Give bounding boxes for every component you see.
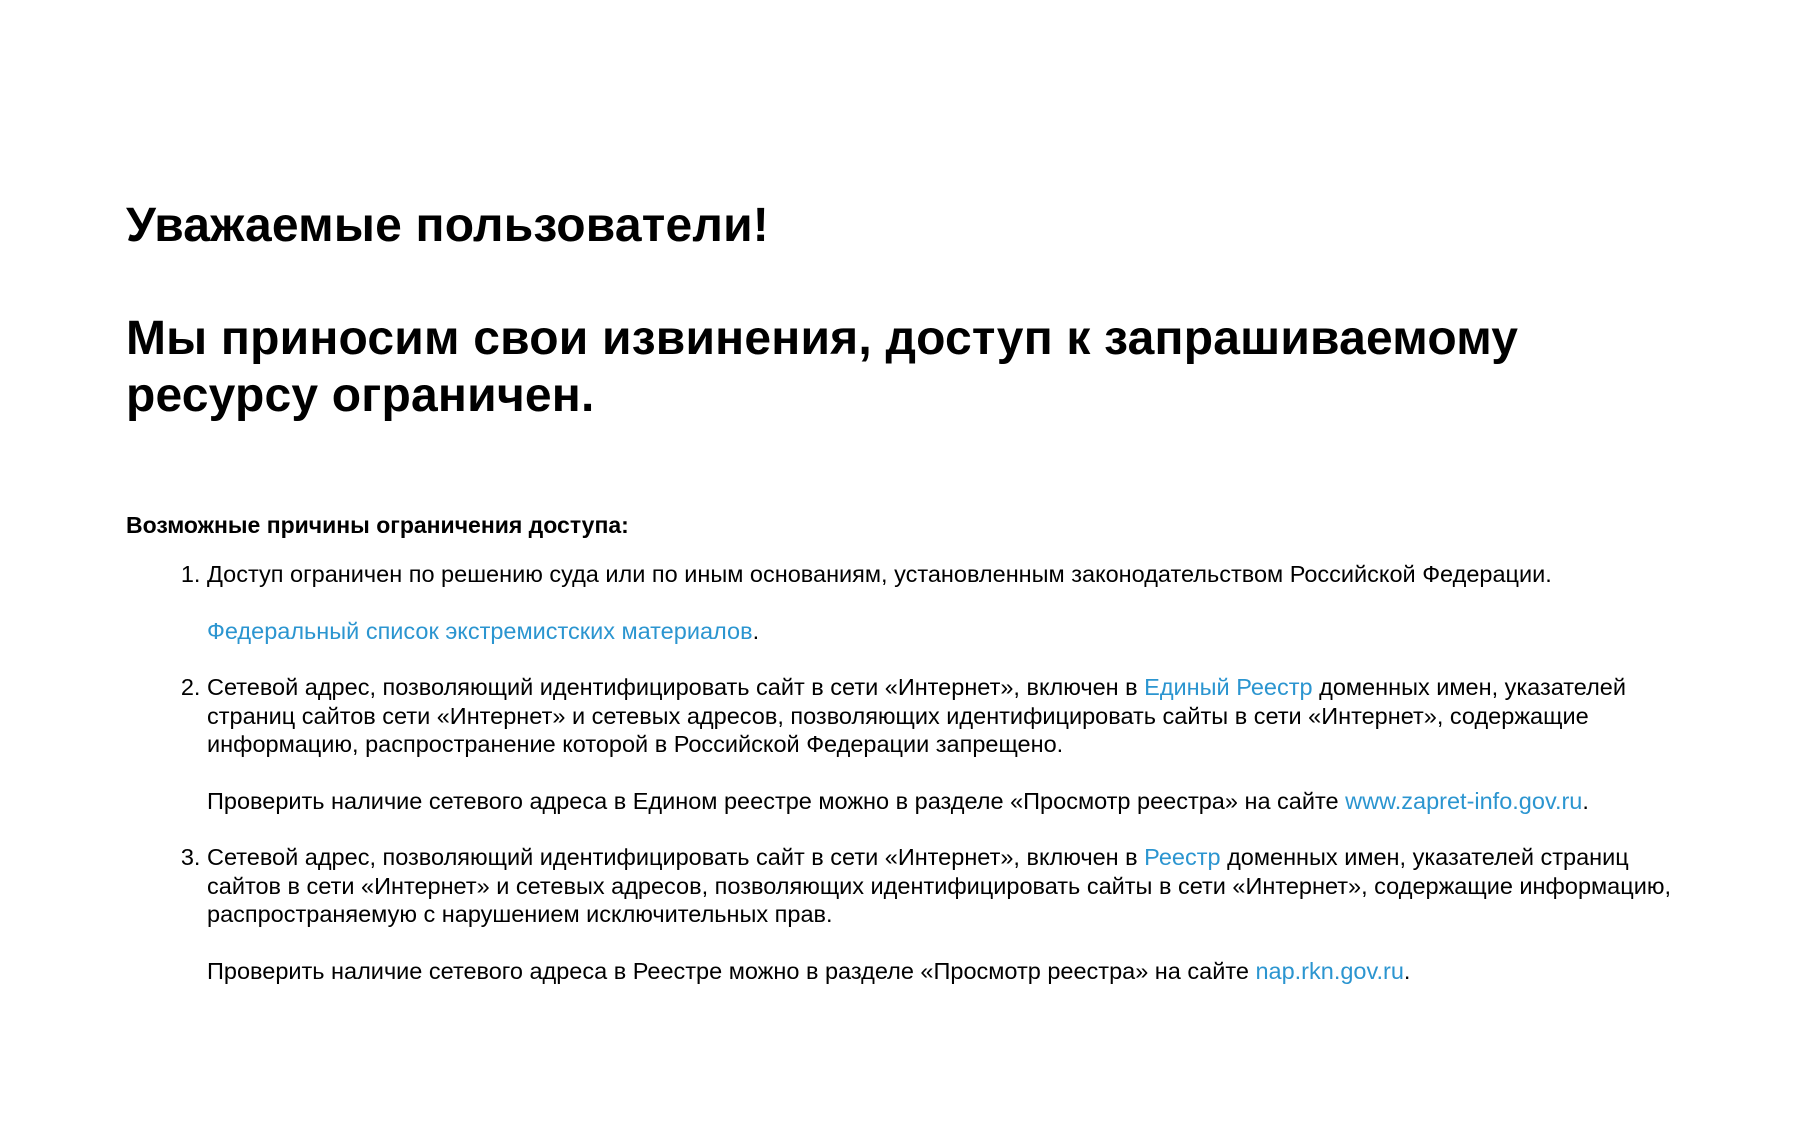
extremist-materials-link[interactable]: Федеральный список экстремистских материалов xyxy=(207,617,753,644)
reason-text-after: доменных имен, указателей страниц сайтов сети «Интернет» и сетевых адресов, позволяющих идентифицировать сайты в сети «Интернет», содержащие информацию, распространение которой в Российской Федерации запрещено. xyxy=(207,674,1627,757)
check-line xyxy=(207,787,1686,816)
unified-registry-link[interactable]: Единый Реестр xyxy=(1144,674,1313,700)
reasons-title: Возможные причины ограничения доступа: xyxy=(126,512,629,538)
check-suffix: . xyxy=(1403,957,1411,984)
reason-item-court xyxy=(207,560,1686,645)
reason-item-unified-registry xyxy=(207,673,1686,815)
greeting-heading: Уважаемые пользователи! xyxy=(126,199,769,252)
reason-text-body: Доступ ограничен по решению суда или по иным основаниям, установленным законодательством Российской Федерации. xyxy=(207,561,1552,587)
reason-item-ip-registry xyxy=(207,843,1686,985)
check-line xyxy=(207,957,1686,986)
check-text: Проверить наличие сетевого адреса в Реестре можно в разделе «Просмотр реестра» на сайте xyxy=(207,957,1256,984)
reason-text xyxy=(207,673,1686,759)
reason-text-before: Сетевой адрес, позволяющий идентифицировать сайт в сети «Интернет», включен в xyxy=(207,674,1145,700)
apology-heading: Мы приносим свои извинения, доступ к запрашиваемому ресурсу ограничен. xyxy=(126,312,1519,422)
reason-text-after: доменных имен, указателей страниц сайтов в сети «Интернет» и сетевых адресов, позволяющих идентифицировать сайты в сети «Интернет», содержащие информацию, распространяемую с нарушением исключительных прав. xyxy=(207,844,1671,927)
reason-link-line xyxy=(207,617,1686,646)
reason-link-suffix: . xyxy=(752,617,760,644)
zapret-info-link[interactable]: www.zapret-info.gov.ru xyxy=(1345,787,1583,814)
reasons-list xyxy=(126,560,1686,985)
nap-rkn-link[interactable]: nap.rkn.gov.ru xyxy=(1255,957,1404,984)
registry-link[interactable]: Реестр xyxy=(1144,844,1221,870)
check-suffix: . xyxy=(1582,787,1589,814)
reason-text xyxy=(207,560,1686,589)
reason-text xyxy=(207,843,1686,929)
reason-text-before: Сетевой адрес, позволяющий идентифицировать сайт в сети «Интернет», включен в xyxy=(207,844,1145,870)
blocked-notice xyxy=(126,198,1686,1013)
check-text: Проверить наличие сетевого адреса в Едином реестре можно в разделе «Просмотр реестра» на сайте xyxy=(207,787,1346,814)
